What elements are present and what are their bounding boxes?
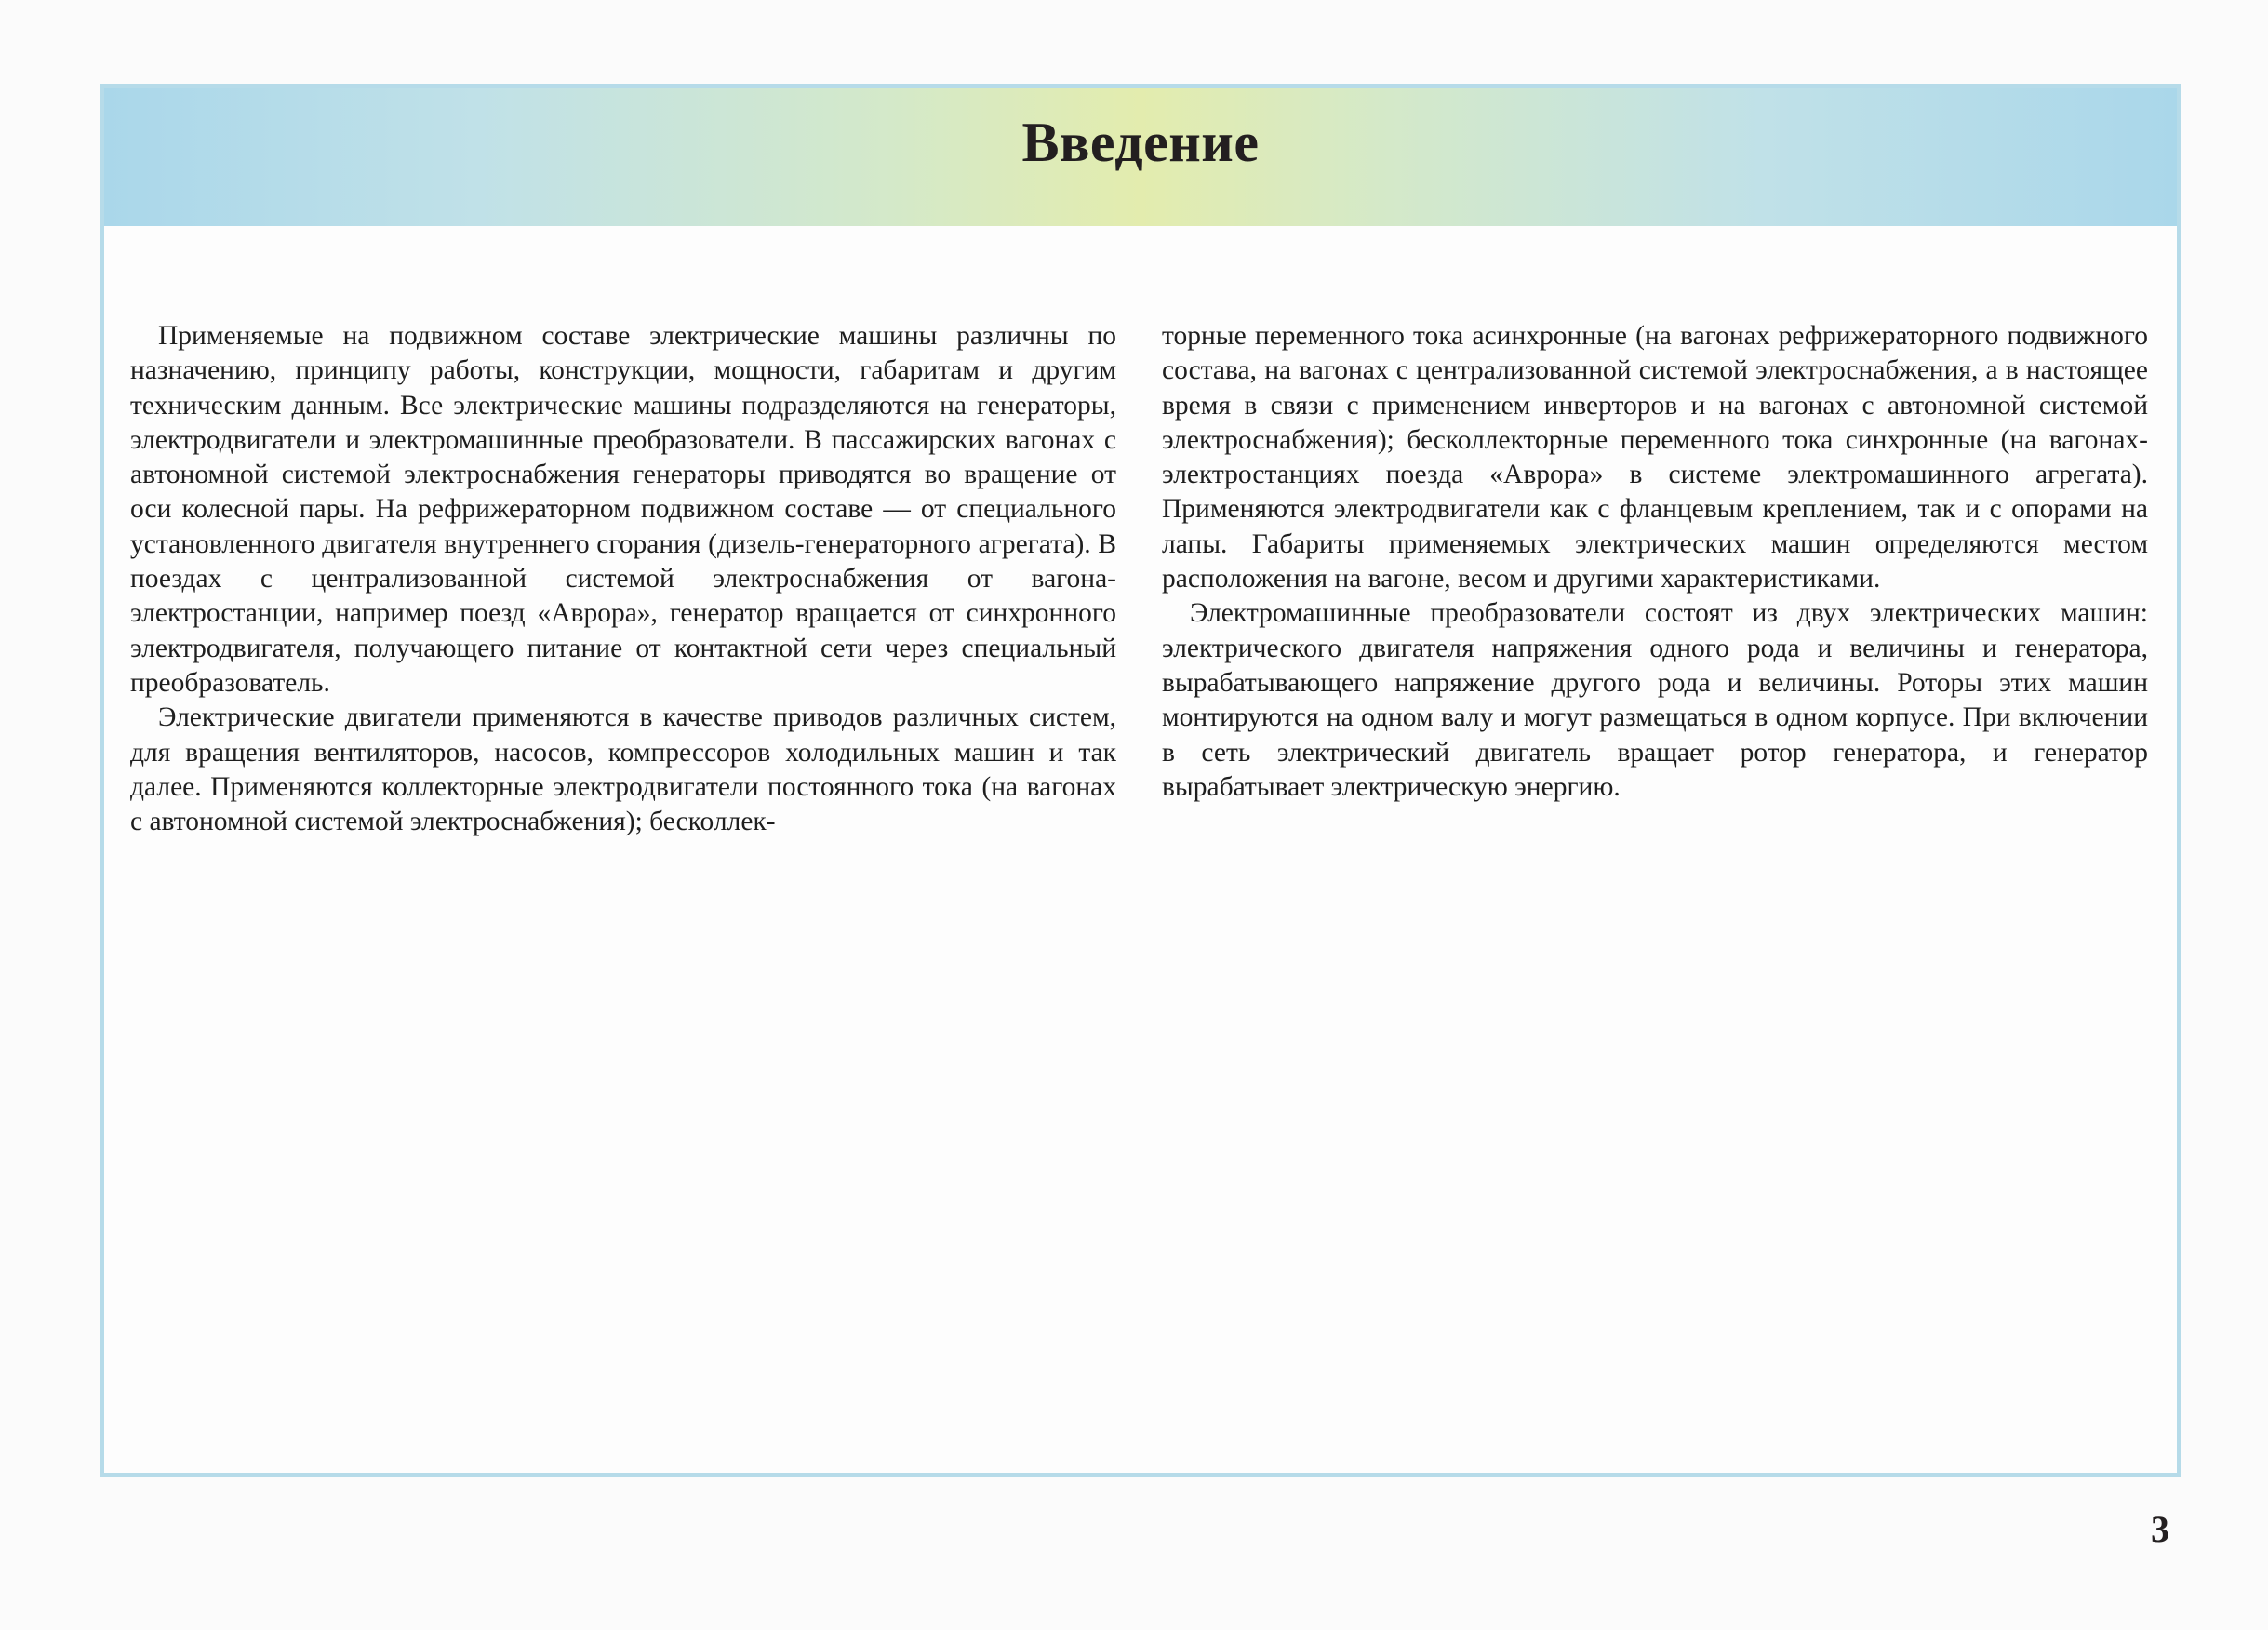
- paragraph: Электромашинные преобразователи состоят из двух электрических машин: электрического двигателя напряжения одного рода и величины и генератора, вырабатывающего напряжение другого рода и величины. Роторы этих машин монтируются на одном валу и могут размещаться в одном корпусе. При включении в сеть электрический двигатель вращает ротор генератора, и генератор вырабатывает электрическую энергию.: [1162, 598, 2148, 802]
- title-banner: [104, 88, 2177, 226]
- page-number: 3: [2151, 1508, 2169, 1550]
- text-column-left: [130, 319, 1116, 839]
- paragraph: Применяемые на подвижном составе электрические машины различны по назначению, принципу работы, конструкции, мощности, габаритам и другим техническим данным. Все электрические машины подразделяются на генераторы, электродвигатели и электромашинные преобразователи. В пассажирских вагонах с автономной системой электроснабжения генераторы приводятся во вращение от оси колесной пары. На рефрижераторном подвижном составе — от специального установленного двигателя внутреннего сгорания (дизель-генераторного агрегата). В поездах с централизованной системой электроснабжения от вагона-электростанции, например поезд «Аврора», генератор вращается от синхронного электродвигателя, получающего питание от контактной сети через специальный преобразователь.: [130, 321, 1116, 698]
- paragraph: Электрические двигатели применяются в качестве приводов различных систем, для вращения вентиляторов, насосов, компрессоров холодильных машин и так далее. Применяются коллекторные электродвигатели постоянного тока (на вагонах с автономной системой электроснабжения); бесколлек-: [130, 702, 1116, 837]
- paragraph-continuation: торные переменного тока асинхронные (на вагонах рефрижераторного подвижного состава, на вагонах с централизованной системой электроснабжения, а в настоящее время в связи с применением инверторов и на вагонах с автономной системой электроснабжения); бесколлекторные переменного тока синхронные (на вагонах-электростанциях поезда «Аврора» в системе электромашинного агрегата). Применяются электродвигатели как с фланцевым креплением, так и с опорами на лапы. Габариты применяемых электрических машин определяются местом расположения на вагоне, весом и другими характеристиками.: [1162, 321, 2148, 595]
- page-title: Введение: [1021, 112, 1260, 173]
- content-frame: [100, 84, 2181, 1477]
- text-column-right: [1162, 319, 2148, 805]
